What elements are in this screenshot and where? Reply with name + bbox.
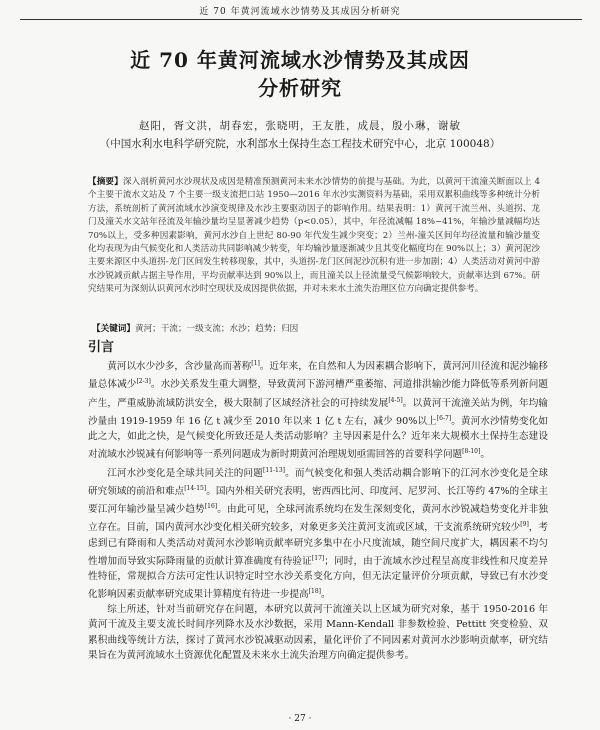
- paragraph: 综上所述，针对当前研究存在问题，本研究以黄河干流潼关以上区域为研究对象，基于 1950-2016 年黄河干流及主要支流长时间序列降水及水沙数据，采用 Mann-Kendall 非参数检验、Pettitt 突变检验、双累积曲线等统计方法，探讨了黄河水沙锐减驱动因素，量化评价了不同因素对黄河水沙影响贡献率，研究结果旨在为黄河流域水土资源优化配置及未来水土流失治理方向确定提供参考。: [88, 604, 548, 661]
- abstract-label: 【摘要】: [88, 177, 123, 187]
- keywords-text: 黄河；干流；一级支流；水沙；趋势；归因: [134, 324, 299, 334]
- author-list: 赵阳，胥文洪，胡春宏，张晓明，王友胜，成晨，殷小琳，谢敏: [139, 120, 461, 132]
- paragraph: 黄河以水少沙多，含沙量高而著称[1]。近年来，在自然和人为因素耦合影响下，黄河河川径流和泥沙输移量总体减少[2-3]。水沙关系发生重大调整，导致黄河下游河槽严重萎缩、河道排洪输沙能力降低等系列新问题产生，严重威胁流域防洪安全，极大限制了区域经济社会的可持续发展[4-5]。以黄河干流潼关站为例，年均输沙量由 1919-1959 年 16 亿 t 减少至 2010 年以来 1 亿 t 左右，减少 90%以上[6-7]。黄河水沙情势变化如此之大，如此之快，是气候变化所致还是人类活动影响？主导因素是什么？近年来大规模水土保持生态建设对流域水沙锐减有何影响等一系列问题成为新时期黄河治理规划亟需回答的首要科学问题[8-10]。: [88, 360, 549, 461]
- affiliation: （中国水利水电科学研究院，水利部水土保持生态工程技术研究中心，北京 100048）: [99, 138, 501, 150]
- body-text: [88, 356, 548, 663]
- header-rule: [20, 19, 582, 20]
- abstract-text: 深入剖析黄河水沙现状及成因是精准预测黄河未来水沙情势的前提与基础。为此，以黄河干流潼关断面以上 4 个主要干流水文站及 7 个主要一级支流把口站 1950—2016 年水沙实测资料为基础，采用双累积曲线等多种统计分析方法，系统剖析了黄河流域水沙演变规律及水沙主要驱动因子的影响作用。结果表明：1）黄河干流兰州、头道拐、龙门及潼关水文站年径流及年输沙量均呈显著减少趋势（p<0.05），其中，年径流减幅 18%~41%，年输沙量减幅均达 70%以上，受多种因素影响，黄河水沙自上世纪 80-90 年代发生减少突变；2）兰州-潼关区间年均径流量和输沙量变化均表现为由气候变化和人类活动共同影响减少转变，年均输沙量逐渐减少且其变化幅度均在 90%以上；3）黄河泥沙主要来源区中头道拐-龙门区间发生转移现象，其中，头道拐-龙门区间泥沙沉积有进一步加剧；4）人类活动对黄河中游水沙锐减贡献占据主导作用，平均贡献率达到 90%以上，而且潼关以上径流量受气候影响较大，贡献率达到 67%。研究结果可为深刻认识黄河水沙时空现状及成因提供依据，并对未来水土流失治理区位方向确定提供参考。: [88, 177, 540, 295]
- paper-title: [0, 46, 600, 102]
- title-line-1: 近 70 年黄河流域水沙情势及其成因: [130, 48, 470, 72]
- page-number: · 27 ·: [288, 714, 312, 724]
- keywords-label: 【关键词】: [92, 324, 135, 334]
- abstract: [88, 176, 540, 297]
- running-header: 近 70 年黄河流域水沙情势及其成因分析研究: [199, 7, 401, 17]
- section-heading-introduction: 引言: [88, 340, 115, 355]
- title-line-2: 分析研究: [258, 76, 342, 100]
- keywords: [92, 322, 532, 334]
- paragraph: 江河水沙变化是全球共同关注的问题[11-13]。而气候变化和强人类活动耦合影响下的江河水沙变化是全球研究领域的前沿和难点[14-15]。国内外相关研究表明，密西西比河、印度河、尼罗河、长江等约 47%的全球主要江河年输沙量呈减少趋势[16]。由此可见，全球河流系统均在发生深刻变化，黄河水沙锐减趋势变化并非独立存在。目前，国内黄河水沙变化相关研究较多，对象更多关注黄河支流或区域，干支流系统研究较少[9]，考虑到已有降雨和人类活动对黄河水沙影响贡献率研究多集中在小尺度流域，随空间尺度扩大，耦因素不均匀性增加而导致实际降雨量的贡献计算准确度有待验证[17]；同时，由于流域水沙过程呈高度非线性和尺度差异性特征，常规拟合方法可定性认识特定时空水沙关系变化方向，但无法定量评价分项贡献，导致已有水沙变化影响因素贡献率研究成果计算精度有待进一步提高[18]。: [88, 466, 549, 601]
